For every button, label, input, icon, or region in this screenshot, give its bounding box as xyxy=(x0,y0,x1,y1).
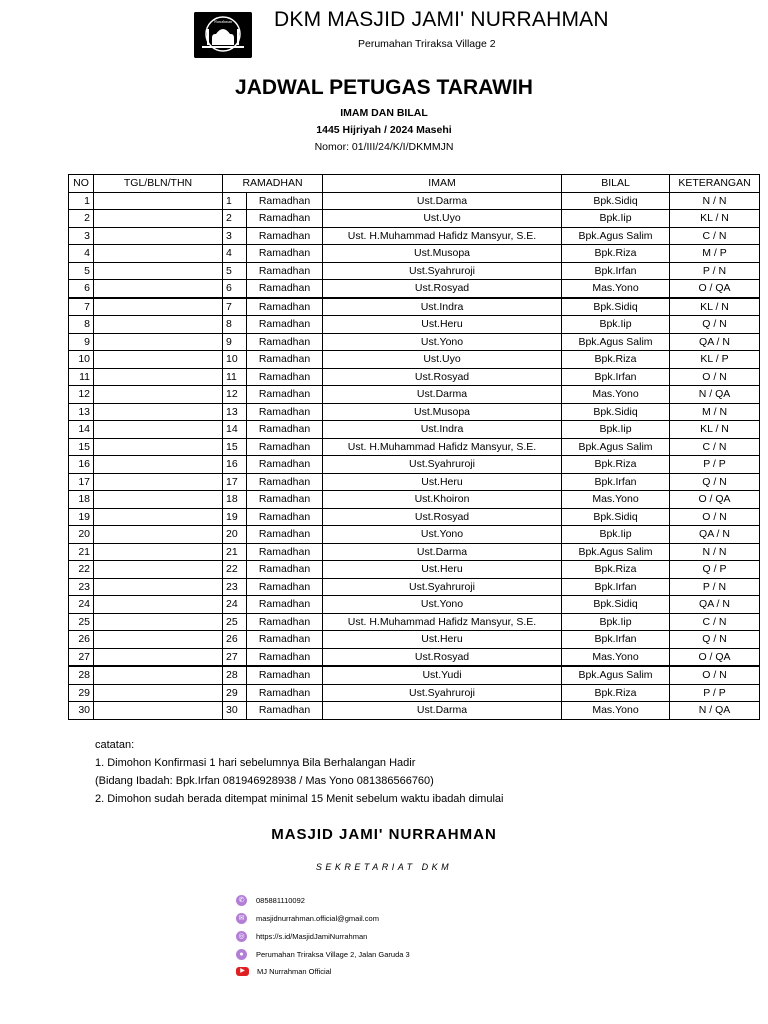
location-icon: ● xyxy=(236,949,247,960)
date-cell xyxy=(94,245,223,263)
keterangan-cell: KL / N xyxy=(670,298,760,316)
footer-subtitle: SEKRETARIAT DKM xyxy=(315,862,453,872)
ramadhan-label: Ramadhan xyxy=(247,227,323,245)
row-number: 7 xyxy=(69,298,94,316)
date-cell xyxy=(94,561,223,579)
keterangan-cell: P / N xyxy=(670,578,760,596)
row-number: 6 xyxy=(69,280,94,298)
bilal-cell: Bpk.Irfan xyxy=(562,631,670,649)
keterangan-cell: P / N xyxy=(670,262,760,280)
imam-cell: Ust.Syahruroji xyxy=(323,456,562,474)
bilal-cell: Bpk.Iip xyxy=(562,210,670,228)
ramadhan-label: Ramadhan xyxy=(247,473,323,491)
bilal-cell: Bpk.Riza xyxy=(562,245,670,263)
ramadhan-day: 29 xyxy=(223,684,247,702)
row-number: 22 xyxy=(69,561,94,579)
bilal-cell: Bpk.Iip xyxy=(562,316,670,334)
imam-cell: Ust.Uyo xyxy=(323,210,562,228)
note-line: 2. Dimohon sudah berada ditempat minimal 15 Menit sebelum waktu ibadah dimulai xyxy=(95,793,504,805)
bilal-cell: Bpk.Agus Salim xyxy=(562,333,670,351)
date-cell xyxy=(94,702,223,720)
contact-youtube xyxy=(236,967,331,976)
header-keterangan: KETERANGAN xyxy=(670,175,760,193)
ramadhan-label: Ramadhan xyxy=(247,526,323,544)
imam-cell: Ust.Indra xyxy=(323,421,562,439)
table-row xyxy=(69,631,760,649)
row-number: 28 xyxy=(69,666,94,684)
ramadhan-day: 28 xyxy=(223,666,247,684)
imam-cell: Ust.Heru xyxy=(323,631,562,649)
imam-cell: Ust.Darma xyxy=(323,192,562,210)
imam-cell: Ust.Yono xyxy=(323,333,562,351)
org-subtitle: Perumahan Triraksa Village 2 xyxy=(358,38,496,50)
row-number: 18 xyxy=(69,491,94,509)
date-cell xyxy=(94,631,223,649)
imam-cell: Ust.Yono xyxy=(323,526,562,544)
table-row xyxy=(69,421,760,439)
ramadhan-day: 10 xyxy=(223,351,247,369)
phone-icon: ✆ xyxy=(236,895,247,906)
ramadhan-label: Ramadhan xyxy=(247,491,323,509)
keterangan-cell: Q / N xyxy=(670,473,760,491)
row-number: 9 xyxy=(69,333,94,351)
imam-cell: Ust.Rosyad xyxy=(323,648,562,666)
date-cell xyxy=(94,386,223,404)
keterangan-cell: QA / N xyxy=(670,333,760,351)
row-number: 16 xyxy=(69,456,94,474)
row-number: 8 xyxy=(69,316,94,334)
keterangan-cell: N / QA xyxy=(670,702,760,720)
contact-text: https://s.id/MasjidJamiNurrahman xyxy=(256,932,368,941)
note-line: 1. Dimohon Konfirmasi 1 hari sebelumnya Bila Berhalangan Hadir xyxy=(95,757,416,769)
ramadhan-label: Ramadhan xyxy=(247,456,323,474)
ramadhan-day: 11 xyxy=(223,368,247,386)
bilal-cell: Bpk.Irfan xyxy=(562,368,670,386)
keterangan-cell: N / N xyxy=(670,192,760,210)
ramadhan-label: Ramadhan xyxy=(247,438,323,456)
svg-text:Nurrahman: Nurrahman xyxy=(213,19,233,24)
bilal-cell: Bpk.Agus Salim xyxy=(562,227,670,245)
notes-heading: catatan: xyxy=(95,739,135,751)
ramadhan-label: Ramadhan xyxy=(247,351,323,369)
table-row xyxy=(69,245,760,263)
row-number: 17 xyxy=(69,473,94,491)
bilal-cell: Bpk.Iip xyxy=(562,421,670,439)
ramadhan-label: Ramadhan xyxy=(247,280,323,298)
contact-website xyxy=(236,931,367,942)
keterangan-cell: O / QA xyxy=(670,280,760,298)
ramadhan-label: Ramadhan xyxy=(247,648,323,666)
imam-cell: Ust.Uyo xyxy=(323,351,562,369)
row-number: 24 xyxy=(69,596,94,614)
row-number: 10 xyxy=(69,351,94,369)
ramadhan-day: 25 xyxy=(223,613,247,631)
row-number: 20 xyxy=(69,526,94,544)
keterangan-cell: C / N xyxy=(670,227,760,245)
table-row xyxy=(69,333,760,351)
ramadhan-label: Ramadhan xyxy=(247,596,323,614)
bilal-cell: Bpk.Sidiq xyxy=(562,403,670,421)
ramadhan-label: Ramadhan xyxy=(247,333,323,351)
table-row xyxy=(69,438,760,456)
schedule-table xyxy=(68,174,760,720)
keterangan-cell: N / QA xyxy=(670,386,760,404)
ramadhan-day: 14 xyxy=(223,421,247,439)
bilal-cell: Mas.Yono xyxy=(562,386,670,404)
date-cell xyxy=(94,543,223,561)
date-cell xyxy=(94,368,223,386)
ramadhan-day: 7 xyxy=(223,298,247,316)
ramadhan-label: Ramadhan xyxy=(247,403,323,421)
ramadhan-day: 12 xyxy=(223,386,247,404)
youtube-icon: ▶ xyxy=(236,967,249,976)
ramadhan-day: 2 xyxy=(223,210,247,228)
keterangan-cell: C / N xyxy=(670,438,760,456)
table-row xyxy=(69,316,760,334)
keterangan-cell: P / P xyxy=(670,684,760,702)
ramadhan-day: 18 xyxy=(223,491,247,509)
table-row xyxy=(69,227,760,245)
imam-cell: Ust.Darma xyxy=(323,386,562,404)
date-cell xyxy=(94,351,223,369)
document-title: JADWAL PETUGAS TARAWIH xyxy=(235,76,533,99)
imam-cell: Ust.Darma xyxy=(323,543,562,561)
keterangan-cell: O / QA xyxy=(670,648,760,666)
row-number: 25 xyxy=(69,613,94,631)
ramadhan-day: 4 xyxy=(223,245,247,263)
ramadhan-label: Ramadhan xyxy=(247,578,323,596)
ramadhan-day: 1 xyxy=(223,192,247,210)
bilal-cell: Mas.Yono xyxy=(562,280,670,298)
document-year: 1445 Hijriyah / 2024 Masehi xyxy=(316,124,452,136)
date-cell xyxy=(94,227,223,245)
imam-cell: Ust.Musopa xyxy=(323,245,562,263)
keterangan-cell: O / QA xyxy=(670,491,760,509)
date-cell xyxy=(94,526,223,544)
keterangan-cell: Q / N xyxy=(670,631,760,649)
row-number: 29 xyxy=(69,684,94,702)
keterangan-cell: N / N xyxy=(670,543,760,561)
date-cell xyxy=(94,508,223,526)
bilal-cell: Bpk.Sidiq xyxy=(562,298,670,316)
table-row xyxy=(69,702,760,720)
contact-text: masjidnurrahman.official@gmail.com xyxy=(256,914,379,923)
table-row xyxy=(69,473,760,491)
keterangan-cell: M / P xyxy=(670,245,760,263)
date-cell xyxy=(94,333,223,351)
date-cell xyxy=(94,192,223,210)
keterangan-cell: KL / P xyxy=(670,351,760,369)
date-cell xyxy=(94,298,223,316)
ramadhan-label: Ramadhan xyxy=(247,508,323,526)
imam-cell: Ust.Heru xyxy=(323,561,562,579)
row-number: 14 xyxy=(69,421,94,439)
ramadhan-label: Ramadhan xyxy=(247,298,323,316)
ramadhan-day: 27 xyxy=(223,648,247,666)
table-row xyxy=(69,491,760,509)
date-cell xyxy=(94,491,223,509)
table-row xyxy=(69,403,760,421)
table-row xyxy=(69,280,760,298)
row-number: 15 xyxy=(69,438,94,456)
bilal-cell: Mas.Yono xyxy=(562,702,670,720)
date-cell xyxy=(94,421,223,439)
keterangan-cell: M / N xyxy=(670,403,760,421)
bilal-cell: Bpk.Agus Salim xyxy=(562,543,670,561)
date-cell xyxy=(94,473,223,491)
keterangan-cell: O / N xyxy=(670,368,760,386)
note-line: (Bidang Ibadah: Bpk.Irfan 081946928938 / Mas Yono 081386566760) xyxy=(95,775,434,787)
ramadhan-label: Ramadhan xyxy=(247,210,323,228)
date-cell xyxy=(94,280,223,298)
bilal-cell: Bpk.Sidiq xyxy=(562,192,670,210)
date-cell xyxy=(94,456,223,474)
header-imam: IMAM xyxy=(323,175,562,193)
row-number: 4 xyxy=(69,245,94,263)
keterangan-cell: QA / N xyxy=(670,596,760,614)
ramadhan-label: Ramadhan xyxy=(247,192,323,210)
imam-cell: Ust. H.Muhammad Hafidz Mansyur, S.E. xyxy=(323,438,562,456)
table-row xyxy=(69,192,760,210)
ramadhan-day: 22 xyxy=(223,561,247,579)
ramadhan-day: 13 xyxy=(223,403,247,421)
imam-cell: Ust.Syahruroji xyxy=(323,262,562,280)
ramadhan-label: Ramadhan xyxy=(247,421,323,439)
document-number: Nomor: 01/III/24/K/I/DKMMJN xyxy=(314,141,454,153)
bilal-cell: Bpk.Riza xyxy=(562,561,670,579)
date-cell xyxy=(94,262,223,280)
table-row xyxy=(69,351,760,369)
ramadhan-day: 8 xyxy=(223,316,247,334)
ramadhan-day: 3 xyxy=(223,227,247,245)
ramadhan-label: Ramadhan xyxy=(247,613,323,631)
contact-text: 085881110092 xyxy=(256,896,305,905)
keterangan-cell: KL / N xyxy=(670,210,760,228)
imam-cell: Ust.Syahruroji xyxy=(323,578,562,596)
date-cell xyxy=(94,210,223,228)
notes-section xyxy=(95,736,503,808)
bilal-cell: Bpk.Agus Salim xyxy=(562,438,670,456)
bilal-cell: Bpk.Riza xyxy=(562,684,670,702)
table-row xyxy=(69,578,760,596)
row-number: 23 xyxy=(69,578,94,596)
keterangan-cell: Q / P xyxy=(670,561,760,579)
imam-cell: Ust.Indra xyxy=(323,298,562,316)
keterangan-cell: QA / N xyxy=(670,526,760,544)
keterangan-cell: O / N xyxy=(670,666,760,684)
table-row xyxy=(69,508,760,526)
imam-cell: Ust.Rosyad xyxy=(323,280,562,298)
web-icon: ◎ xyxy=(236,931,247,942)
table-row xyxy=(69,561,760,579)
ramadhan-label: Ramadhan xyxy=(247,245,323,263)
imam-cell: Ust.Syahruroji xyxy=(323,684,562,702)
footer-title: MASJID JAMI' NURRAHMAN xyxy=(271,826,497,843)
table-row xyxy=(69,613,760,631)
mosque-logo xyxy=(194,12,252,58)
ramadhan-label: Ramadhan xyxy=(247,316,323,334)
document-subtitle: IMAM DAN BILAL xyxy=(340,107,428,119)
date-cell xyxy=(94,403,223,421)
table-row xyxy=(69,298,760,316)
table-row xyxy=(69,684,760,702)
keterangan-cell: O / N xyxy=(670,508,760,526)
bilal-cell: Bpk.Irfan xyxy=(562,262,670,280)
table-row xyxy=(69,386,760,404)
row-number: 3 xyxy=(69,227,94,245)
imam-cell: Ust.Rosyad xyxy=(323,508,562,526)
date-cell xyxy=(94,648,223,666)
imam-cell: Ust.Rosyad xyxy=(323,368,562,386)
date-cell xyxy=(94,684,223,702)
row-number: 1 xyxy=(69,192,94,210)
table-row xyxy=(69,543,760,561)
row-number: 5 xyxy=(69,262,94,280)
imam-cell: Ust.Yudi xyxy=(323,666,562,684)
row-number: 30 xyxy=(69,702,94,720)
ramadhan-label: Ramadhan xyxy=(247,666,323,684)
imam-cell: Ust.Darma xyxy=(323,702,562,720)
table-row xyxy=(69,368,760,386)
ramadhan-day: 30 xyxy=(223,702,247,720)
row-number: 27 xyxy=(69,648,94,666)
ramadhan-label: Ramadhan xyxy=(247,684,323,702)
ramadhan-day: 20 xyxy=(223,526,247,544)
bilal-cell: Bpk.Riza xyxy=(562,351,670,369)
ramadhan-day: 17 xyxy=(223,473,247,491)
table-row xyxy=(69,648,760,666)
ramadhan-label: Ramadhan xyxy=(247,262,323,280)
imam-cell: Ust. H.Muhammad Hafidz Mansyur, S.E. xyxy=(323,227,562,245)
bilal-cell: Bpk.Iip xyxy=(562,613,670,631)
ramadhan-day: 9 xyxy=(223,333,247,351)
bilal-cell: Mas.Yono xyxy=(562,648,670,666)
table-row xyxy=(69,666,760,684)
header-ramadhan: RAMADHAN xyxy=(223,175,323,193)
imam-cell: Ust.Heru xyxy=(323,473,562,491)
bilal-cell: Bpk.Agus Salim xyxy=(562,666,670,684)
ramadhan-day: 15 xyxy=(223,438,247,456)
row-number: 13 xyxy=(69,403,94,421)
row-number: 19 xyxy=(69,508,94,526)
header-date: TGL/BLN/THN xyxy=(94,175,223,193)
table-header-row xyxy=(69,175,760,193)
ramadhan-day: 23 xyxy=(223,578,247,596)
row-number: 2 xyxy=(69,210,94,228)
ramadhan-label: Ramadhan xyxy=(247,543,323,561)
row-number: 21 xyxy=(69,543,94,561)
ramadhan-day: 21 xyxy=(223,543,247,561)
imam-cell: Ust.Musopa xyxy=(323,403,562,421)
ramadhan-day: 6 xyxy=(223,280,247,298)
ramadhan-day: 26 xyxy=(223,631,247,649)
ramadhan-label: Ramadhan xyxy=(247,702,323,720)
ramadhan-day: 24 xyxy=(223,596,247,614)
bilal-cell: Mas.Yono xyxy=(562,491,670,509)
ramadhan-label: Ramadhan xyxy=(247,631,323,649)
contact-text: Perumahan Triraksa Village 2, Jalan Garuda 3 xyxy=(256,950,410,959)
table-row xyxy=(69,456,760,474)
org-title: DKM MASJID JAMI' NURRAHMAN xyxy=(274,8,609,31)
bilal-cell: Bpk.Iip xyxy=(562,526,670,544)
header-no: NO xyxy=(69,175,94,193)
date-cell xyxy=(94,578,223,596)
contact-address xyxy=(236,949,410,960)
table-row xyxy=(69,596,760,614)
table-row xyxy=(69,526,760,544)
ramadhan-label: Ramadhan xyxy=(247,386,323,404)
bilal-cell: Bpk.Riza xyxy=(562,456,670,474)
row-number: 12 xyxy=(69,386,94,404)
bilal-cell: Bpk.Irfan xyxy=(562,578,670,596)
bilal-cell: Bpk.Sidiq xyxy=(562,508,670,526)
header-bilal: BILAL xyxy=(562,175,670,193)
ramadhan-day: 16 xyxy=(223,456,247,474)
bilal-cell: Bpk.Sidiq xyxy=(562,596,670,614)
date-cell xyxy=(94,438,223,456)
ramadhan-day: 5 xyxy=(223,262,247,280)
bilal-cell: Bpk.Irfan xyxy=(562,473,670,491)
date-cell xyxy=(94,596,223,614)
ramadhan-label: Ramadhan xyxy=(247,561,323,579)
table-row xyxy=(69,210,760,228)
ramadhan-label: Ramadhan xyxy=(247,368,323,386)
email-icon: ✉ xyxy=(236,913,247,924)
imam-cell: Ust.Yono xyxy=(323,596,562,614)
date-cell xyxy=(94,666,223,684)
table-row xyxy=(69,262,760,280)
row-number: 26 xyxy=(69,631,94,649)
imam-cell: Ust. H.Muhammad Hafidz Mansyur, S.E. xyxy=(323,613,562,631)
date-cell xyxy=(94,316,223,334)
imam-cell: Ust.Heru xyxy=(323,316,562,334)
keterangan-cell: C / N xyxy=(670,613,760,631)
contact-text: MJ Nurrahman Official xyxy=(257,967,332,976)
keterangan-cell: Q / N xyxy=(670,316,760,334)
row-number: 11 xyxy=(69,368,94,386)
contact-phone xyxy=(236,895,305,906)
imam-cell: Ust.Khoiron xyxy=(323,491,562,509)
keterangan-cell: KL / N xyxy=(670,421,760,439)
contact-email xyxy=(236,913,379,924)
keterangan-cell: P / P xyxy=(670,456,760,474)
ramadhan-day: 19 xyxy=(223,508,247,526)
date-cell xyxy=(94,613,223,631)
